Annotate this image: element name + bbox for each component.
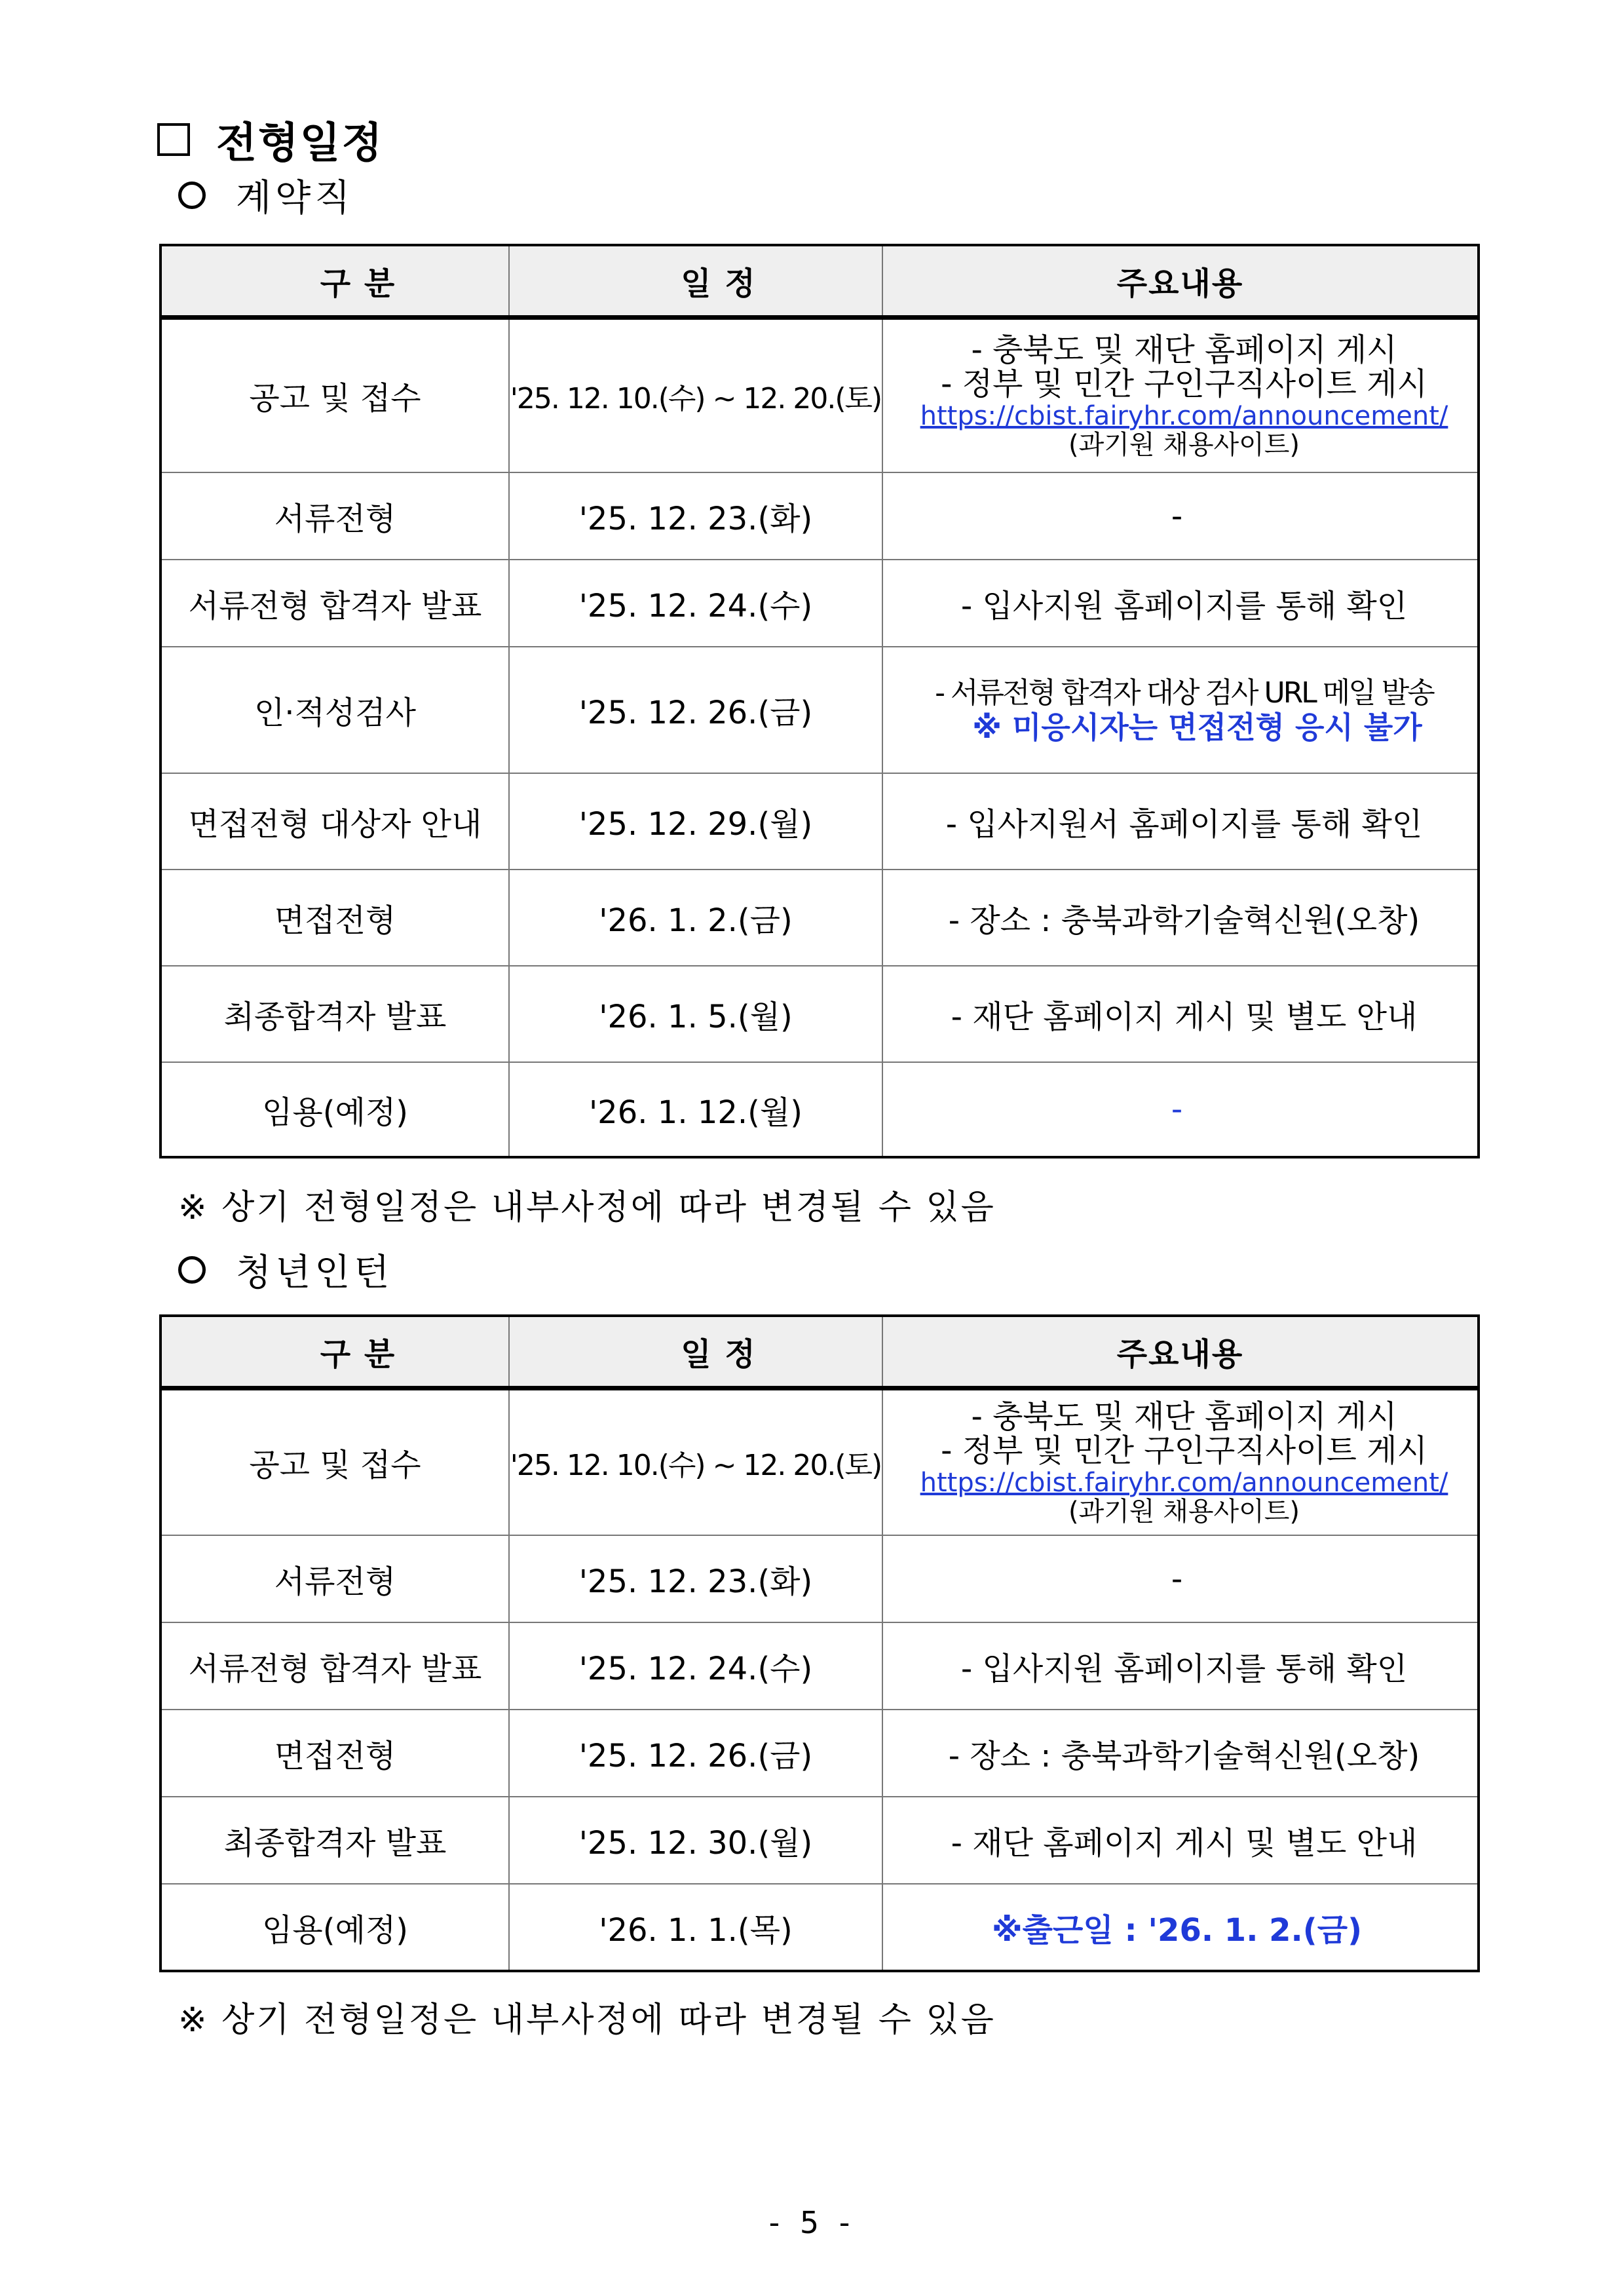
recruit-site-link[interactable]: https://cbist.fairyhr.com/announcement/ (920, 400, 1448, 431)
row-date: '25. 12. 26.(금) (509, 647, 882, 773)
recruit-site-link[interactable]: https://cbist.fairyhr.com/announcement/ (920, 1467, 1448, 1498)
row-category: 서류전형 (161, 472, 509, 560)
link-note: (과기원 채용사이트) (1068, 1496, 1300, 1527)
row-category: 인·적성검사 (161, 647, 509, 773)
subsection-title: 계약직 (236, 177, 354, 220)
row-date: '26. 1. 5.(월) (509, 966, 882, 1062)
row-category: 임용(예정) (161, 1884, 509, 1971)
row-category: 면접전형 대상자 안내 (161, 773, 509, 870)
row-category: 서류전형 합격자 발표 (161, 1622, 509, 1710)
row-content: - (882, 472, 1479, 560)
row-content: - 재단 홈페이지 게시 및 별도 안내 (882, 1797, 1479, 1884)
table-row (161, 870, 1479, 966)
row-date: '26. 1. 12.(월) (509, 1062, 882, 1157)
content-line: - 서류전형 합격자 대상 검사 URL 메일 발송 (935, 676, 1433, 710)
row-date: '25. 12. 10.(수) ~ 12. 20.(토) (509, 1388, 882, 1535)
header-category: 구 분 (161, 245, 509, 317)
table-row (161, 1884, 1479, 1971)
header-date: 일 정 (509, 1316, 882, 1388)
content-line: - 정부 및 민간 구인구직사이트 게시 (941, 1432, 1427, 1469)
header-date: 일 정 (509, 245, 882, 317)
header-content: 주요내용 (882, 1316, 1479, 1388)
table-row (161, 560, 1479, 647)
row-category: 면접전형 (161, 870, 509, 966)
page-number: - 5 - (768, 2205, 856, 2240)
row-date: '25. 12. 23.(화) (509, 472, 882, 560)
table-row (161, 1388, 1479, 1535)
table-header-row (161, 1316, 1479, 1388)
row-category: 서류전형 (161, 1535, 509, 1622)
row-date: '25. 12. 23.(화) (509, 1535, 882, 1622)
content-note: ※ 미응시자는 면접전형 응시 불가 (972, 709, 1422, 745)
table-row (161, 647, 1479, 773)
square-bullet-icon (157, 123, 190, 156)
row-category: 최종합격자 발표 (161, 1797, 509, 1884)
link-note: (과기원 채용사이트) (1068, 429, 1300, 460)
subsection-intern (178, 1244, 393, 1296)
table-row (161, 1797, 1479, 1884)
footnote: ※ 상기 전형일정은 내부사정에 따라 변경될 수 있음 (178, 1188, 996, 1227)
section-heading (157, 110, 383, 169)
row-category: 최종합격자 발표 (161, 966, 509, 1062)
row-content (882, 1388, 1479, 1535)
table-row (161, 1710, 1479, 1797)
subsection-contract (178, 169, 354, 221)
row-category: 공고 및 접수 (161, 317, 509, 472)
schedule-table-intern (159, 1314, 1480, 1972)
row-date: '26. 1. 1.(목) (509, 1884, 882, 1971)
row-content: - 장소 : 충북과학기술혁신원(오창) (882, 870, 1479, 966)
row-date: '25. 12. 10.(수) ~ 12. 20.(토) (509, 317, 882, 472)
table-row (161, 773, 1479, 870)
row-category: 서류전형 합격자 발표 (161, 560, 509, 647)
circle-bullet-icon (178, 182, 206, 209)
row-content: - 장소 : 충북과학기술혁신원(오창) (882, 1710, 1479, 1797)
footnote: ※ 상기 전형일정은 내부사정에 따라 변경될 수 있음 (178, 2000, 996, 2040)
row-category: 면접전형 (161, 1710, 509, 1797)
row-date: '25. 12. 24.(수) (509, 1622, 882, 1710)
header-category: 구 분 (161, 1316, 509, 1388)
table-row (161, 1062, 1479, 1157)
row-content (882, 647, 1479, 773)
table-row (161, 317, 1479, 472)
row-date: '25. 12. 29.(월) (509, 773, 882, 870)
table-header-row (161, 245, 1479, 317)
row-date: '25. 12. 26.(금) (509, 1710, 882, 1797)
table-row (161, 472, 1479, 560)
row-category: 공고 및 접수 (161, 1388, 509, 1535)
row-date: '26. 1. 2.(금) (509, 870, 882, 966)
page-title: 전형일정 (216, 119, 384, 168)
header-content: 주요내용 (882, 245, 1479, 317)
row-content: - 입사지원서 홈페이지를 통해 확인 (882, 773, 1479, 870)
row-content: - (882, 1535, 1479, 1622)
table-row (161, 1622, 1479, 1710)
row-content (882, 317, 1479, 472)
row-date: '25. 12. 30.(월) (509, 1797, 882, 1884)
row-content: - (882, 1062, 1479, 1157)
row-content: ※출근일 : '26. 1. 2.(금) (882, 1884, 1479, 1971)
circle-bullet-icon (178, 1256, 206, 1284)
row-category: 임용(예정) (161, 1062, 509, 1157)
row-content: - 재단 홈페이지 게시 및 별도 안내 (882, 966, 1479, 1062)
table-row (161, 1535, 1479, 1622)
subsection-title: 청년인턴 (236, 1252, 394, 1294)
schedule-table-contract (159, 244, 1480, 1158)
content-line: - 충북도 및 재단 홈페이지 게시 (971, 1398, 1397, 1435)
content-line: - 정부 및 민간 구인구직사이트 게시 (941, 365, 1427, 402)
content-line: - 충북도 및 재단 홈페이지 게시 (971, 331, 1397, 368)
row-date: '25. 12. 24.(수) (509, 560, 882, 647)
row-content: - 입사지원 홈페이지를 통해 확인 (882, 1622, 1479, 1710)
row-content: - 입사지원 홈페이지를 통해 확인 (882, 560, 1479, 647)
table-row (161, 966, 1479, 1062)
